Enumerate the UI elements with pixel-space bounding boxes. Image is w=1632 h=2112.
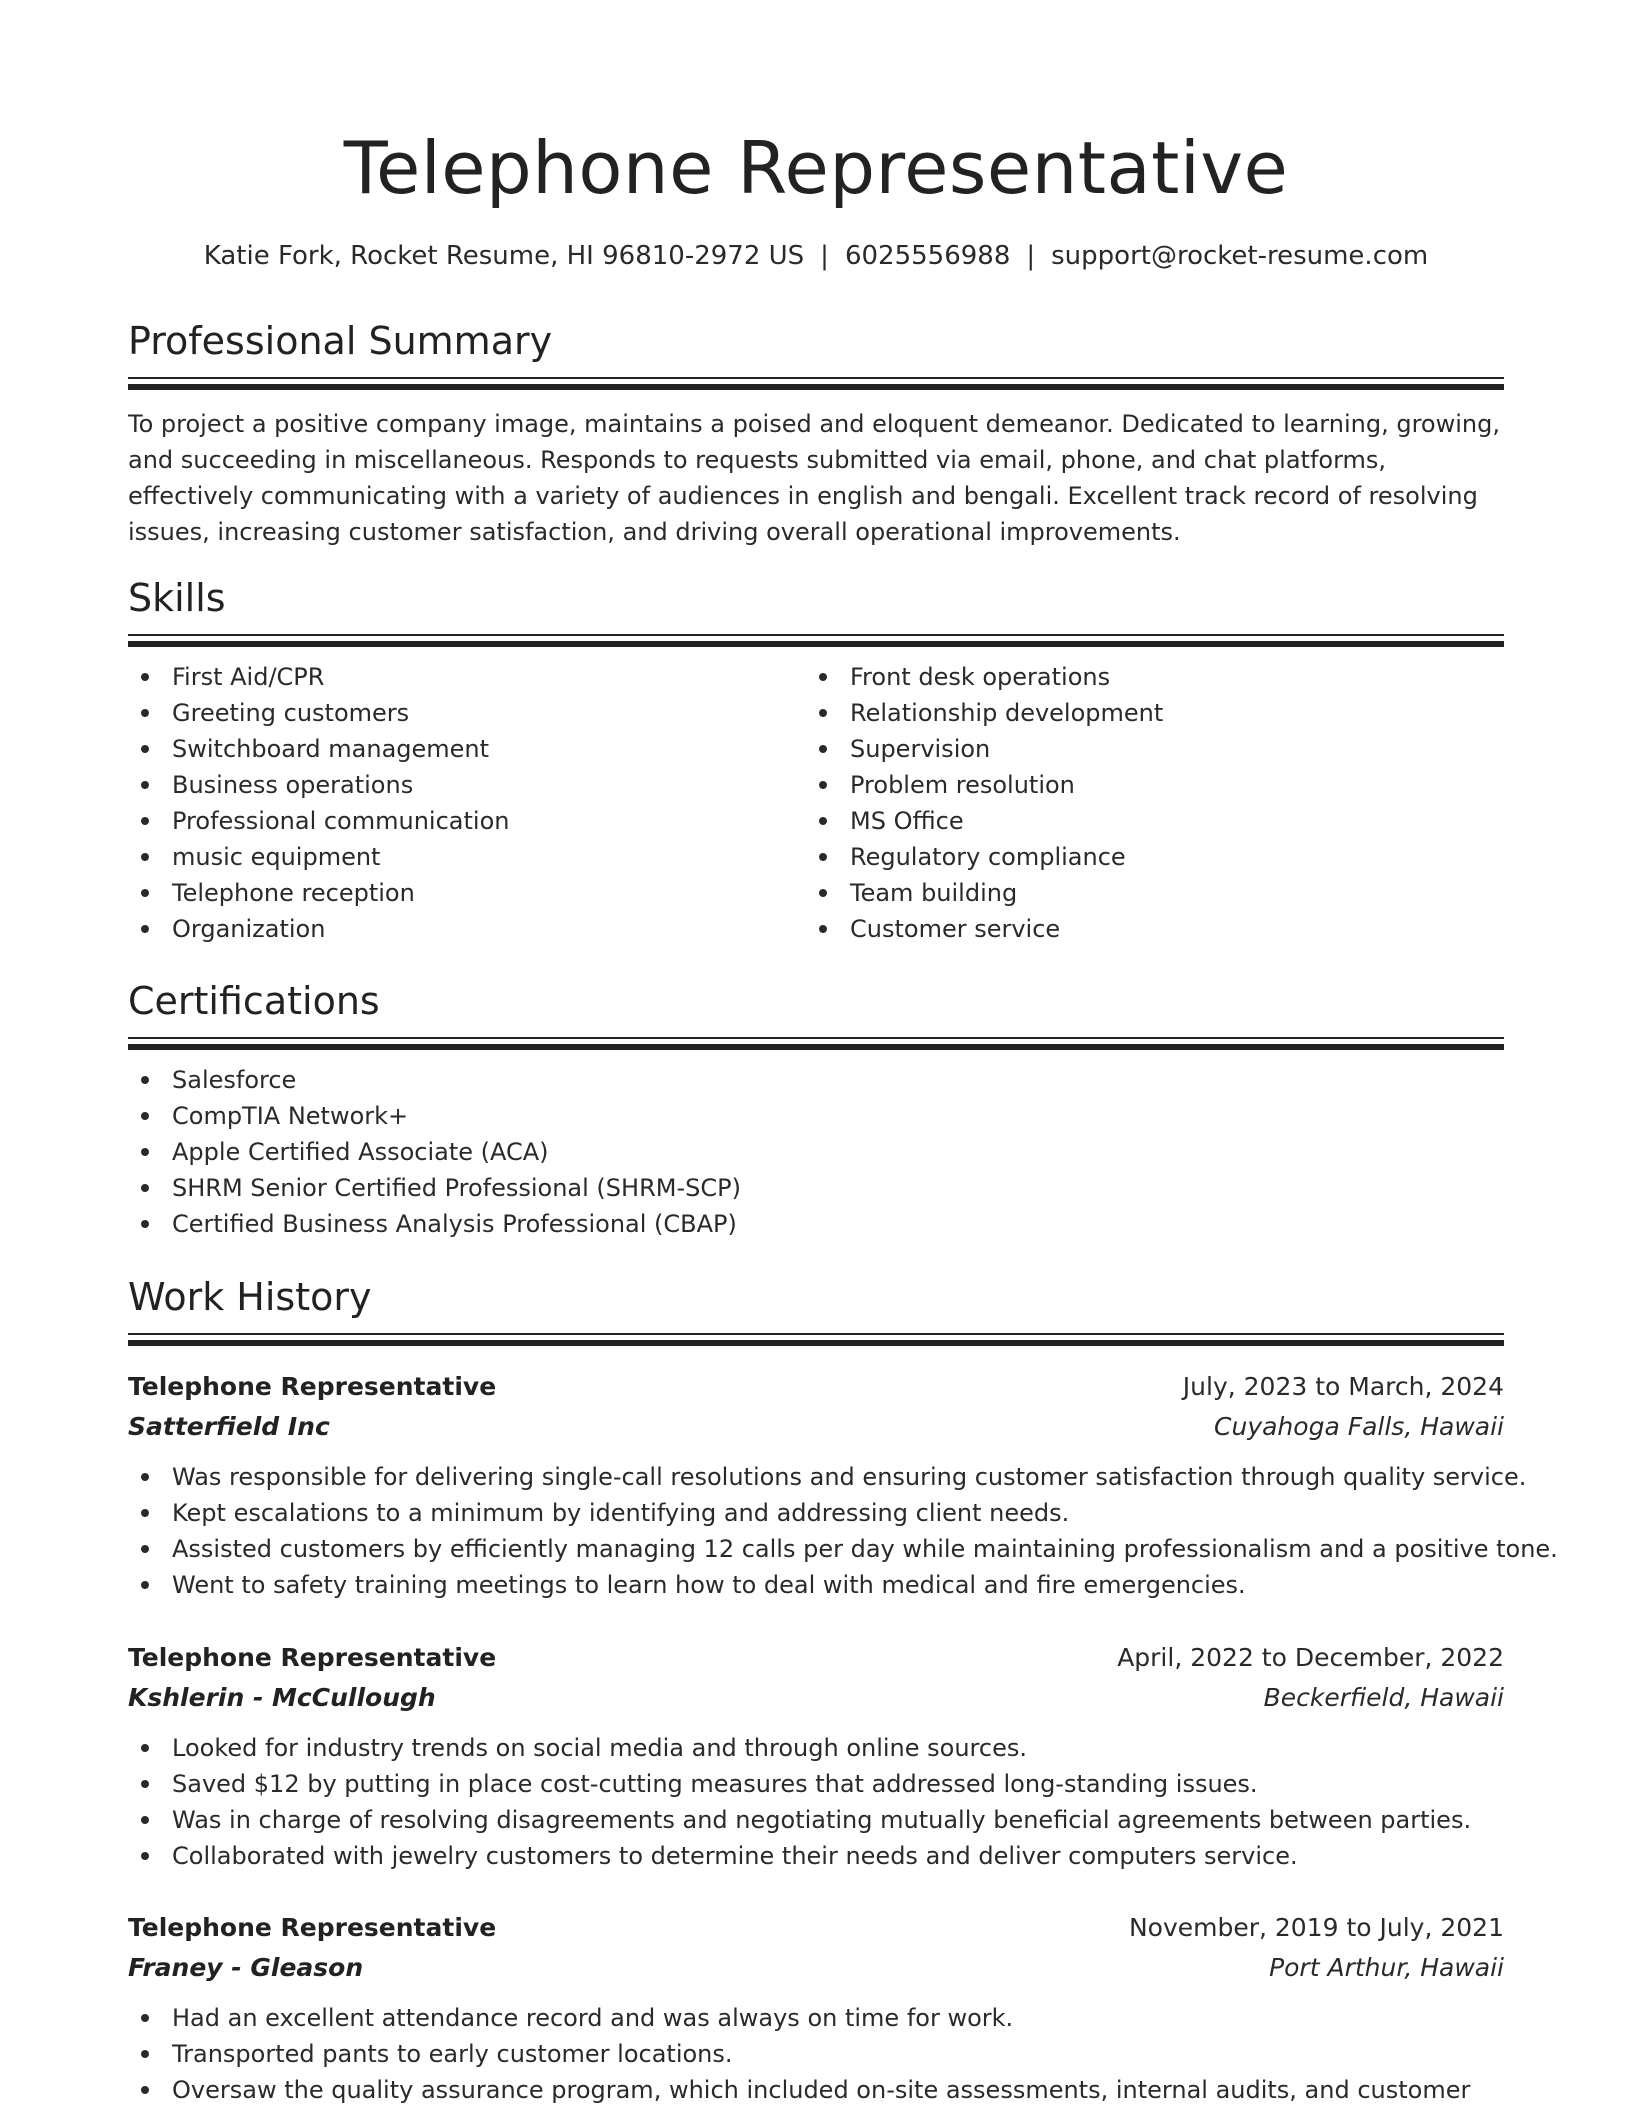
skill-item: Greeting customers [128,695,806,731]
section-heading-certifications: Certifications [128,979,380,1023]
job-entry [128,1638,1504,1874]
work-history-section [128,1269,1504,1346]
job-header-row [128,1908,1504,1948]
skill-item: Business operations [128,767,806,803]
section-divider [128,634,1504,636]
skill-item: Regulatory compliance [806,839,1484,875]
job-header-row [128,1367,1504,1407]
job-location: Cuyahoga Falls, Hawaii [1214,1412,1504,1441]
job-duty-item: Kept escalations to a minimum by identifying and addressing client needs. [128,1495,1504,1531]
skill-item: MS Office [806,803,1484,839]
skills-list-left [128,659,806,947]
job-duties-list [128,1730,1504,1874]
job-company: Franey - Gleason [128,1953,364,1982]
skills-list-right [806,659,1484,947]
section-divider [128,1037,1504,1039]
skill-item: Front desk operations [806,659,1484,695]
job-title: Telephone Representative [128,1913,497,1942]
job-company-row [128,1407,1504,1447]
skill-item: Customer service [806,911,1484,947]
skill-item: Problem resolution [806,767,1484,803]
resume-title: Telephone Representative [343,126,1289,210]
skill-item: Supervision [806,731,1484,767]
skill-item: Professional communication [128,803,806,839]
skills-column-right [806,659,1484,947]
job-duty-item: Had an excellent attendance record and was always on time for work. [128,2000,1504,2036]
skill-item: music equipment [128,839,806,875]
summary-section [128,313,1504,550]
contact-separator: | [820,241,829,271]
section-divider [128,1340,1504,1346]
contact-line [128,236,1504,276]
section-heading-summary: Professional Summary [128,319,553,363]
skills-column-left [128,659,806,947]
section-heading-skills: Skills [128,576,226,620]
section-divider [128,377,1504,379]
certifications-section [128,973,1504,1242]
job-duties-list [128,1459,1558,1603]
skill-item: Team building [806,875,1484,911]
section-divider [128,641,1504,647]
skill-item: Relationship development [806,695,1484,731]
job-company: Kshlerin - McCullough [128,1683,436,1712]
job-company: Satterfield Inc [128,1412,330,1441]
section-divider [128,1333,1504,1335]
certification-item: Certified Business Analysis Professional (CBAP) [128,1206,1504,1242]
summary-text: To project a positive company image, maintains a poised and eloquent demeanor. Dedicated to learning, growing, and succeeding in miscellaneous. Responds to requests submitted via email, phone, and chat platforms, effectively communicating with a variety of audiences in english and bengali. Excellent track record of resolving issues, increasing customer satisfaction, and driving overall operational improvements. [128,410,1500,546]
job-duty-item: Was in charge of resolving disagreements and negotiating mutually beneficial agreements between parties. [128,1802,1504,1838]
skill-item: First Aid/CPR [128,659,806,695]
certification-item: Salesforce [128,1062,1504,1098]
certification-item: CompTIA Network+ [128,1098,1504,1134]
job-duty-item: Went to safety training meetings to learn how to deal with medical and fire emergencies. [128,1567,1504,1603]
contact-email: support@rocket-resume.com [1051,241,1429,271]
certification-item: Apple Certified Associate (ACA) [128,1134,1504,1170]
skills-section [128,570,1504,947]
contact-address: Katie Fork, Rocket Resume, HI 96810-2972 US [203,241,805,271]
skill-item: Switchboard management [128,731,806,767]
job-company-row [128,1678,1504,1718]
job-dates: November, 2019 to July, 2021 [1128,1913,1504,1942]
certification-item: SHRM Senior Certified Professional (SHRM-SCP) [128,1170,1504,1206]
job-duty-item: Collaborated with jewelry customers to determine their needs and deliver computers service. [128,1838,1504,1874]
job-dates: April, 2022 to December, 2022 [1117,1643,1504,1672]
contact-phone: 6025556988 [844,241,1011,271]
skill-item: Organization [128,911,806,947]
job-dates: July, 2023 to March, 2024 [1182,1372,1504,1401]
job-duty-item: Was responsible for delivering single-call resolutions and ensuring customer satisfaction through quality service. [128,1459,1504,1495]
section-heading-work-history: Work History [128,1275,372,1319]
job-duties-list [128,2000,1504,2108]
job-duty-item: Transported pants to early customer locations. [128,2036,1504,2072]
job-duty-item: Assisted customers by efficiently managing 12 calls per day while maintaining professionalism and a positive tone. [128,1531,1504,1567]
certifications-list [128,1062,1504,1242]
job-duty-item: Looked for industry trends on social media and through online sources. [128,1730,1504,1766]
job-entry [128,1367,1558,1603]
job-title: Telephone Representative [128,1643,497,1672]
job-company-row [128,1948,1504,1988]
section-divider [128,384,1504,390]
job-location: Beckerfield, Hawaii [1263,1683,1504,1712]
job-duty-item: Oversaw the quality assurance program, which included on-site assessments, internal audits, and customer [128,2072,1504,2108]
job-entry [128,1908,1504,2108]
job-location: Port Arthur, Hawaii [1269,1953,1504,1982]
contact-separator: | [1026,241,1036,271]
section-divider [128,1044,1504,1050]
job-header-row [128,1638,1504,1678]
skill-item: Telephone reception [128,875,806,911]
job-duty-item: Saved $12 by putting in place cost-cutting measures that addressed long-standing issues. [128,1766,1504,1802]
job-title: Telephone Representative [128,1372,497,1401]
skills-columns [128,659,1504,947]
